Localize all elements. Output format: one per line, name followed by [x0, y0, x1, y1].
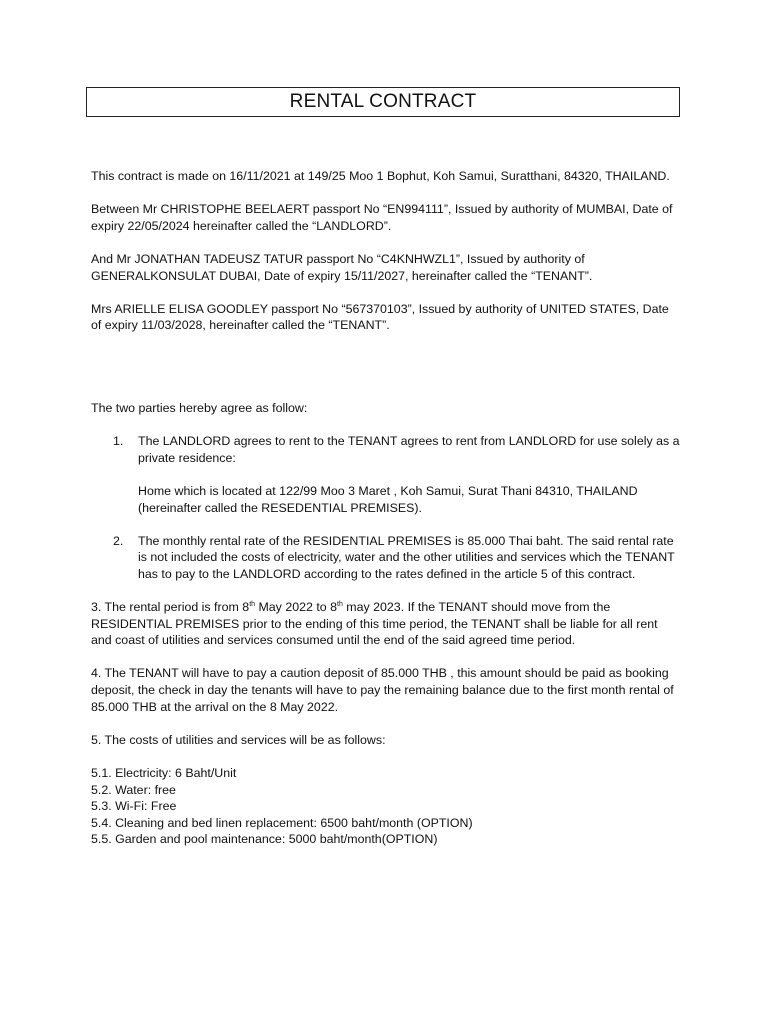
list-item-1-number: 1.: [113, 434, 124, 449]
utility-item: 5.2. Water: free: [91, 782, 176, 797]
clause-3-part-b: May 2022 to 8: [255, 600, 337, 615]
contract-title: [86, 87, 680, 117]
utility-item: 5.4. Cleaning and bed linen replacement: 6500 baht/month (OPTION): [91, 815, 473, 830]
list-item-1: [91, 433, 681, 516]
clause-5: 5. The costs of utilities and services will be as follows:: [91, 732, 386, 747]
utility-item: 5.5. Garden and pool maintenance: 5000 baht/month(OPTION): [91, 832, 438, 847]
clause-3-part-c: may 2023. If the TENANT should move from the RESIDENTIAL PREMISES prior to the ending of this time period, the TENANT shall be liable for all rent and coast of utilities and services consumed until the end of the said agreed time period.: [91, 600, 658, 648]
contract-body: [91, 168, 681, 848]
clause-3-sup-a: th: [249, 600, 256, 608]
list-item-2: [91, 533, 681, 583]
clause-3-part-a: 3. The rental period is from 8: [91, 600, 250, 615]
intro-paragraph: This contract is made on 16/11/2021 at 149/25 Moo 1 Bophut, Koh Samui, Suratthani, 84320, THAILAND.: [91, 169, 670, 183]
tenant-paragraph-2: Mrs ARIELLE ELISA GOODLEY passport No “567370103”, Issued by authority of UNITED STATES, Date of expiry 11/03/2028, hereinafter called the “TENANT”.: [91, 301, 669, 333]
landlord-paragraph: Between Mr CHRISTOPHE BEELAERT passport No “EN994111”, Issued by authority of MUMBAI, Date of expiry 22/05/2024 hereinafter called the “LANDLORD”.: [91, 202, 673, 233]
contract-title-text: RENTAL CONTRACT: [289, 91, 477, 112]
list-item-2-text: The monthly rental rate of the RESIDENTIAL PREMISES is 85.000 Thai baht. The said rental rate is not included the costs of electricity, water and the other utilities and services which the TENANT has to pay to the LANDLORD according to the rates defined in the article 5 of this contract.: [138, 533, 675, 581]
clause-4: 4. The TENANT will have to pay a caution deposit of 85.000 THB , this amount should be paid as booking deposit, the check in day the tenants will have to pay the remaining balance due to the first month rental of 85.000 THB at the arrival on the 8 May 2022.: [91, 666, 674, 714]
agreement-intro: The two parties hereby agree as follow:: [91, 400, 308, 415]
utility-item: 5.3. Wi-Fi: Free: [91, 799, 177, 814]
list-item-1-address: Home which is located at 122/99 Moo 3 Maret , Koh Samui, Surat Thani 84310, THAILAND (hereinafter called the RESEDENTIAL PREMISES).: [138, 483, 638, 515]
tenant-paragraph-1: And Mr JONATHAN TADEUSZ TATUR passport No “C4KNHWZL1”, Issued by authority of GENERALKONSULAT DUBAI, Date of expiry 15/11/2027, hereinafter called the “TENANT”.: [91, 251, 593, 283]
utility-item: 5.1. Electricity: 6 Baht/Unit: [91, 766, 237, 780]
clause-3-sup-b: th: [337, 600, 343, 608]
list-item-1-text: The LANDLORD agrees to rent to the TENANT agrees to rent from LANDLORD for use solely as a private residence:: [138, 434, 680, 465]
list-item-2-number: 2.: [113, 533, 124, 548]
clause-3: [91, 599, 681, 649]
